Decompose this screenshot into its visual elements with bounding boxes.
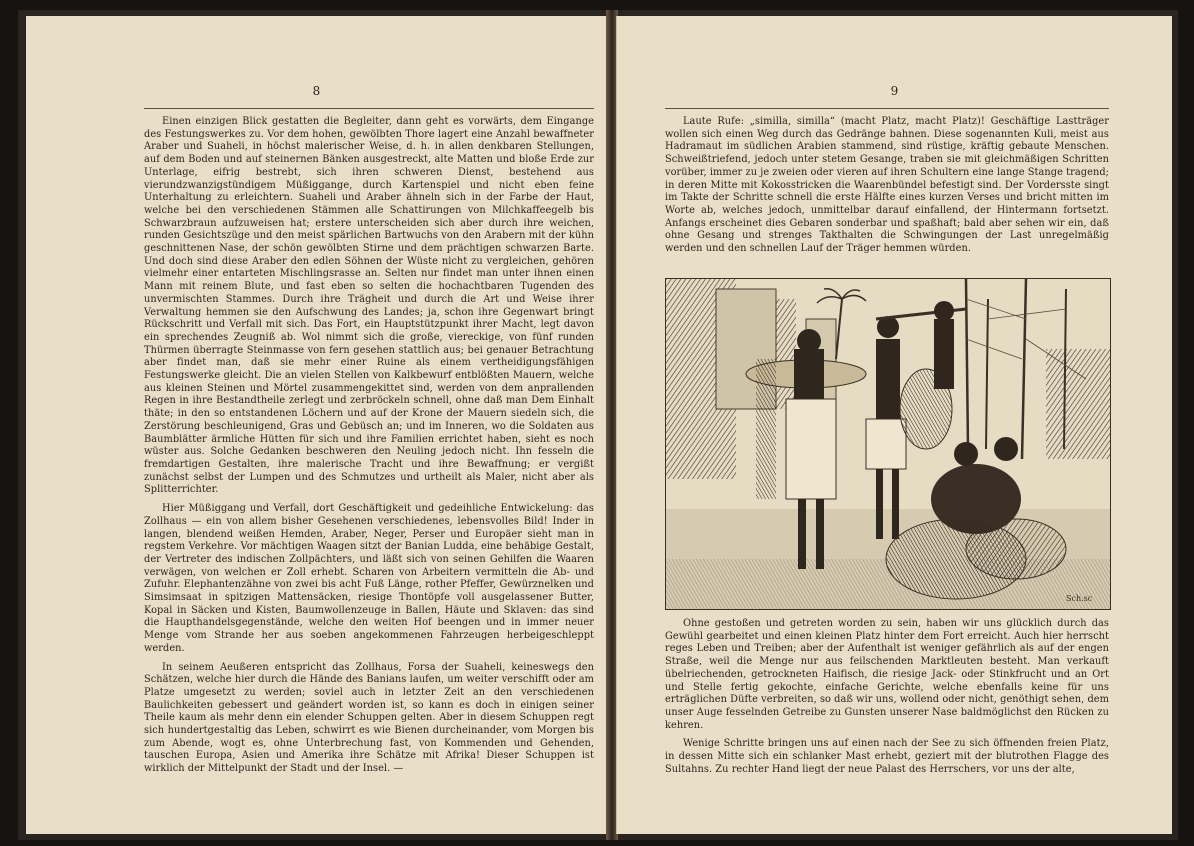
paragraph: Wenige Schritte bringen uns auf einen nach der See zu sich öffnenden freien Platz, in dessen Mitte sich ein schlanker Mast erhebt, geziert mit der blutrothen Flagge des Sultahns. Zu rechter Hand liegt der neue Palast des Herrschers, vor uns der alte,: [665, 738, 1109, 775]
left-page: [26, 16, 608, 834]
paragraph: Hier Müßiggang und Verfall, dort Geschäftigkeit und gedeihliche Entwickelung: das Zollhaus — ein von allem bisher Gesehenen verschiedenes, lebensvolles Bild! Inder in langen, blendend weißen Hemden, Araber, Neger, Perser und Europäer sieht man in regstem Verkehre. Vor mächtigen Waagen sitzt der Banian Ludda, eine behäbige Gestalt, der Vertreter des indischen Zollpächters, und läßt sich von seinen Gehilfen die Waaren verwägen, von welchen er Zoll erhebt. Scharen von Arbeitern vermitteln die Ab- und Zufuhr. Elephantenzähne von zwei bis acht Fuß Länge, rother Pfeffer, Gewürznelken und Simsimsaat in spitzigen Mattensäcken, riesige Thontöpfe voll ausgelassener Butter, Kopal in Säcken und Kisten, Baumwollenzeuge in Ballen, Häute und Sklaven: das sind die Haupthandelsgegenstände, welche den weiten Hof beengen und in immer neuer Menge vom Strande her aus soeben angekommenen Fahrzeugen herbeigeschleppt werden.: [144, 503, 594, 654]
book-spread: [18, 10, 1178, 840]
page-number-right: 9: [890, 84, 899, 98]
header-rule: [665, 108, 1109, 109]
engraver-signature: Sch.sc: [1066, 594, 1093, 603]
right-page: [616, 16, 1172, 834]
right-page-text-bottom: [665, 618, 1109, 782]
page-number-left: 8: [312, 84, 321, 98]
paragraph: Laute Rufe: „similla, similla“ (macht Platz, macht Platz)! Geschäftige Lastträger wollen sich einen Weg durch das Gedränge bahnen. Diese sogenannten Kuli, meist aus Hadramaut im südlichen Arabien stammend, sind rüstige, kräftig gebaute Menschen. Schweißtriefend, jedoch unter stetem Gesange, traben sie mit gleichmäßigen Schritten vorüber, immer zu je zweien oder vieren auf ihren Schultern eine lange Stange tragend; in deren Mitte mit Kokosstricken die Waarenbündel befestigt sind. Der Vordersste singt im Takte der Schritte schnell die erste Hälfte eines kurzen Verses und bricht mitten im Worte ab, welches jedoch, unmittelbar darauf einfallend, der Hintermann fortsetzt. Anfangs erscheinet dies Gebaren sonderbar und spaßhaft; bald aber sehen wir ein, daß ohne Gesang und strenges Takthalten die Schwingungen der Last unregelmäßig werden und den schnellen Lauf der Träger hemmen würden.: [665, 116, 1109, 255]
paragraph: In seinem Aeußeren entspricht das Zollhaus, Forsa der Suaheli, keineswegs den Schätzen, welche hier durch die Hände des Banians laufen, um weiter verschifft oder am Platze umgesetzt zu werden; soviel auch in letzter Zeit an den verschiedenen Baulichkeiten gebessert und geändert worden ist, so kann es doch in einigen seiner Theile kaum als mehr denn ein elender Schuppen gelten. Aber in diesem Schuppen regt sich hundertgestaltig das Leben, schwirrt es wie Bienen durcheinander, vom Morgen bis zum Abende, wogt es, ohne Unterbrechung fast, von Kommenden und Gehenden, tauschen Europa, Asien und Amerika ihre Schätze mit Afrika! Dieser Schuppen ist wirklich der Mittelpunkt der Stadt und der Insel. —: [144, 661, 594, 775]
paragraph: Einen einzigen Blick gestatten die Begleiter, dann geht es vorwärts, dem Eingange des Festungswerkes zu. Vor dem hohen, gewölbten Thore lagert eine Anzahl bewaffneter Araber und Suaheli, in höchst malerischer Weise, d. h. in allen denkbaren Stellungen, auf dem Boden und auf steinernen Bänken ausgestreckt, alte Matten und bloße Erde zur Unterlage, eifrig bestrebt, sich ihren schweren Dienst, bestehend aus vierundzwanzigstündigem Müßiggange, durch Kartenspiel und nicht eben feine Unterhaltung zu erleichtern. Suaheli und Araber ähneln sich in der Farbe der Haut, welche bei den verschiedenen Stämmen alle Schattirungen von Milchkaffeegelb bis Schwarzbraun aufzuweisen hat; erstere unterscheiden sich aber durch ihre weichen, runden Gesichtszüge und den meist spärlichen Bartwuchs von den Arabern mit der kühn geschnittenen Nase, der schön gewölbten Stirne und dem prächtigen schwarzen Barte. Und doch sind diese Araber den edlen Söhnen der Wüste nicht zu vergleichen, gehören vielmehr einer entarteten Mischlingsrasse an. Selten nur findet man unter ihnen einen Mann mit reinem Blute, und fast eben so selten die hochachtbaren Tugenden des unvermischten Stammes. Durch ihre Trägheit und durch die Art und Weise ihrer Verwaltung hemmen sie den Aufschwung des Landes; ja, schon ihre Gegenwart bringt Rückschritt und Verfall mit sich. Das Fort, ein Hauptstützpunkt ihrer Macht, legt davon ein sprechendes Zeugniß ab. Wol nimmt sich die große, viereckige, von fünf runden Thürmen überragte Steinmasse von fern gesehen stattlich aus; bei genauer Betrachtung aber findet man, daß sie mehr einer Ruine als einem vertheidigungsfähigen Festungswerke gleicht. Die an vielen Stellen von Kalkbewurf entblößten Mauern, welche aus kleinen Steinen und Mörtel zusammengekittet sind, werden von dem anprallenden Regen in ihre Bestandtheile zerlegt und zerbröckeln schnell, ohne daß man Dem Einhalt thäte; in den so entstandenen Löchern und auf der Krone der Mauern siedeln sich, die Zerstörung beschleunigend, Gras und Gebüsch an; und im Inneren, wo die Soldaten aus Baumblätter ärmliche Hütten für sich und ihre Familien errichtet haben, sieht es noch wüster aus. Solche Gedanken beschweren den Neuling jedoch nicht. Ihn fesseln die fremdartigen Gestalten, ihre malerische Tracht und ihre Bewaffnung; er vergißt zunächst selbst der Lumpen und des Schmutzes und urtheilt als Maler, nicht aber als Splitterrichter.: [144, 116, 594, 496]
right-page-text-top: [665, 116, 1109, 262]
engraving-illustration: [665, 278, 1111, 610]
paragraph: Ohne gestoßen und getreten worden zu sein, haben wir uns glücklich durch das Gewühl gearbeitet und einen kleinen Platz hinter dem Fort erreicht. Auch hier herrscht reges Leben und Treiben; aber der Aufenthalt ist weniger gefährlich als auf der engen Straße, weil die Menge nur aus feilschenden Marktleuten besteht. Man verkauft übelriechenden, getrockneten Haifisch, die riesige Jack- oder Stinkfrucht und an Ort und Stelle fertig gekochte, einfache Gerichte, welche ebenfalls keine für uns erträglichen Düfte verbreiten, so daß wir uns, wollend oder nicht, genöthigt sehen, dem unser Auge fesselnden Getreibe zu Gunsten unserer Nase baldmöglichst den Rücken zu kehren.: [665, 618, 1109, 731]
left-page-text: [144, 116, 594, 782]
header-rule: [144, 108, 594, 109]
